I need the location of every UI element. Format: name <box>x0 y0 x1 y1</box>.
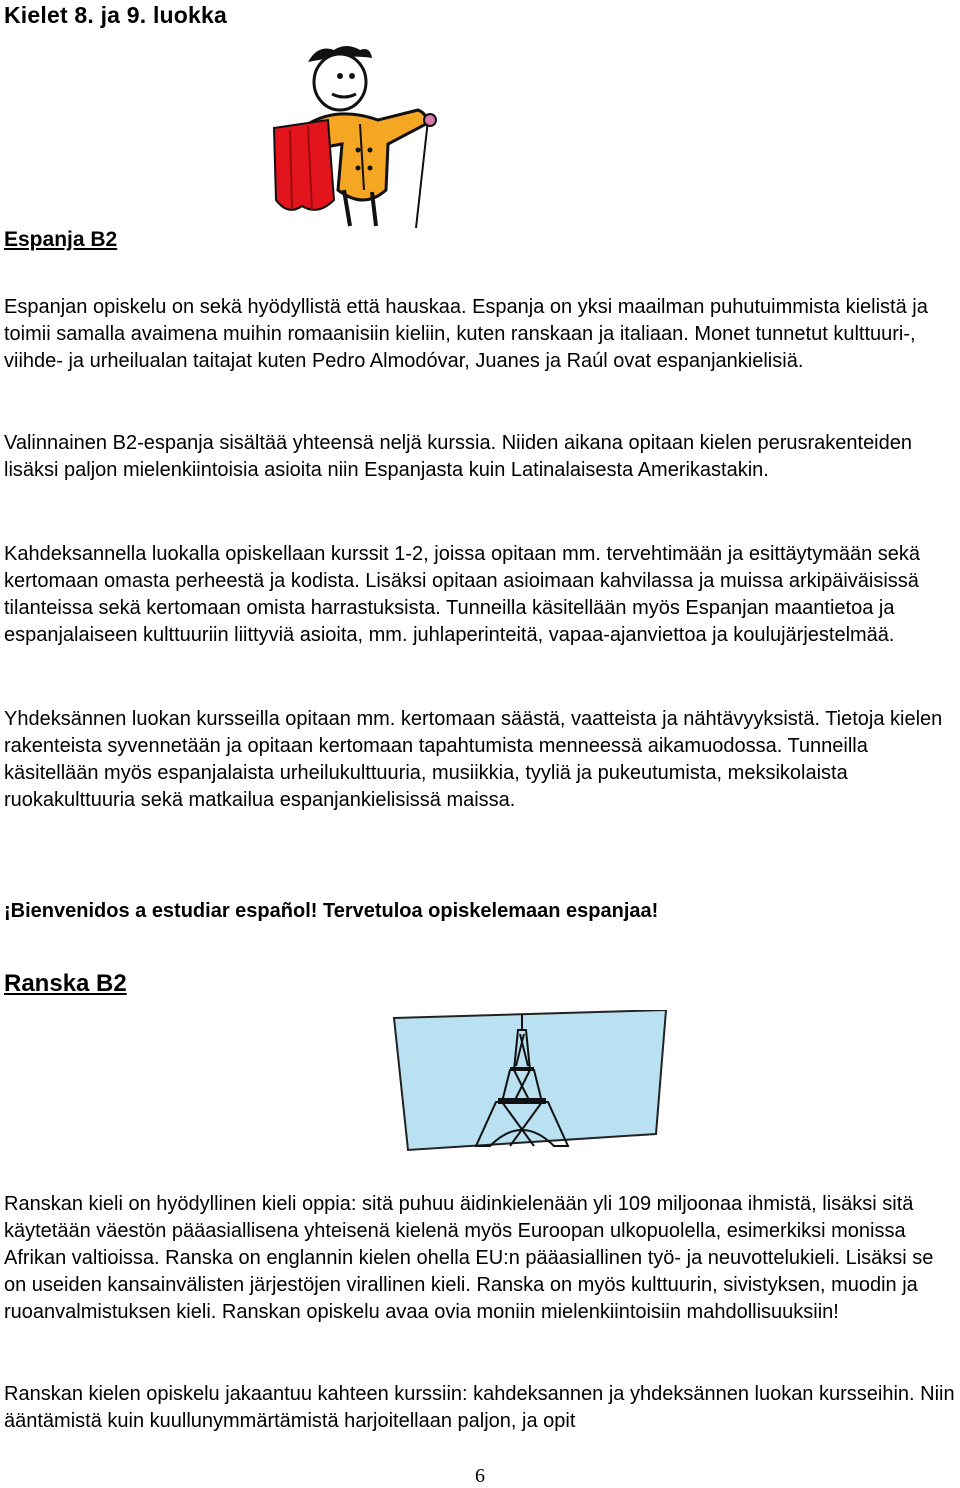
page-title: Kielet 8. ja 9. luokka <box>4 2 228 28</box>
french-heading: Ranska B2 <box>4 970 127 997</box>
matador-illustration <box>268 40 468 230</box>
spanish-paragraph-1: Espanjan opiskelu on sekä hyödyllistä että hauskaa. Espanja on yksi maailman puhutuimmista kielistä ja toimii samalla avaimena muihin romaanisiin kieliin, kuten ranskaan ja italiaan. Monet tunnetut kulttuuri-, viihde- ja urheilualan taitajat kuten Pedro Almodóvar, Juanes ja Raúl ovat espanjankielisiä. <box>4 296 928 372</box>
spanish-paragraph-3: Kahdeksannella luokalla opiskellaan kurssit 1-2, joissa opitaan mm. tervehtimään ja esittäytymään sekä kertomaan omasta perheestä ja kodista. Lisäksi opitaan asioimaan kahvilassa ja muissa arkipäiväisissä tilanteissa sekä kertomaan omista harrastuksista. Tunneilla käsitellään myös Espanjan maantietoa ja espanjalaiseen kulttuuriin liittyviä asioita, mm. juhlaperinteitä, vapaa-ajanviettoa ja koulujärjestelmää. <box>4 543 921 646</box>
french-paragraph-1: Ranskan kieli on hyödyllinen kieli oppia: sitä puhuu äidinkielenään yli 109 miljoonaa ihmistä, lisäksi sitä käytetään väestön pääasiallisena yhteisenä kielenä myös Euroopan ulkopuolella, esimerkiksi monissa Afrikan valtioissa. Ranska on englannin kielen ohella EU:n pääasiallinen työ- ja neuvottelukieli. Lisäksi se on useiden kansainvälisten järjestöjen virallinen kieli. Ranska on myös kulttuurin, sivistyksen, muodin ja ruoanvalmistuksen kieli. Ranskan opiskelu avaa ovia moniin mielenkiintoisiin mahdollisuuksiin! <box>4 1193 934 1323</box>
spanish-paragraph-2: Valinnainen B2-espanja sisältää yhteensä neljä kurssia. Niiden aikana opitaan kielen perusrakenteiden lisäksi paljon mielenkiintoisia asioita niin Espanjasta kuin Latinalaisesta Amerikastakin. <box>4 432 912 481</box>
spanish-welcome: ¡Bienvenidos a estudiar español! Tervetuloa opiskelemaan espanjaa! <box>4 900 659 922</box>
spanish-heading: Espanja B2 <box>4 228 118 251</box>
eiffel-tower-illustration <box>384 1010 674 1160</box>
french-paragraph-2: Ranskan kielen opiskelu jakaantuu kahteen kurssiin: kahdeksannen ja yhdeksännen luokan kursseihin. Niin ääntämistä kuin kuullunymmärtämistä harjoitellaan paljon, ja opit <box>4 1383 955 1432</box>
page-number: 6 <box>475 1465 485 1487</box>
spanish-paragraph-4: Yhdeksännen luokan kursseilla opitaan mm. kertomaan säästä, vaatteista ja nähtävyyksistä. Tietoja kielen rakenteista syvennetään ja opitaan kertomaan tapahtumista menneessä aikamuodossa. Tunneilla käsitellään myös espanjalaista urheilukulttuuria, musiikkia, tyyliä ja pukeutumista, meksikolaista ruokakulttuuria sekä matkailua espanjankielisissä maissa. <box>4 708 943 811</box>
